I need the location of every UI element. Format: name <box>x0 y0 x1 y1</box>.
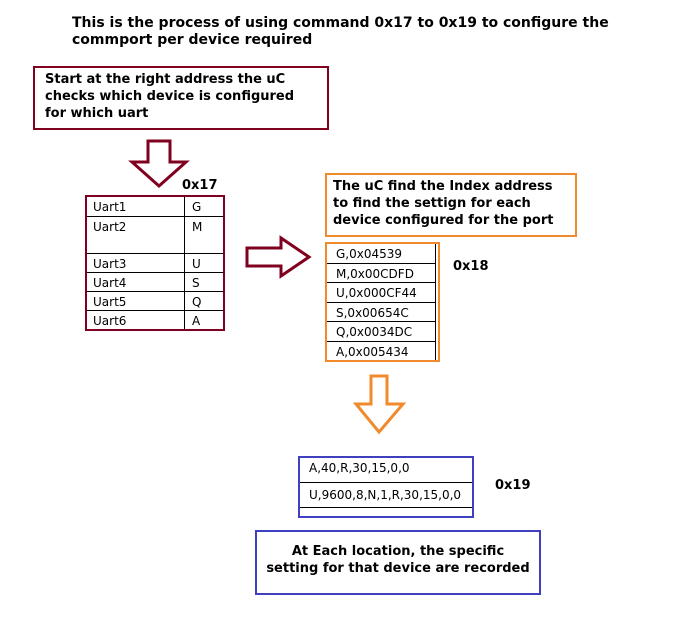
page-title: This is the process of using command 0x17 to 0x19 to configure the commport per device required <box>72 15 609 48</box>
device-code: U <box>192 257 201 271</box>
uart-name: Uart4 <box>93 276 127 290</box>
device-code: A <box>192 314 201 328</box>
index-entry: Q,0x0034DC <box>336 325 413 339</box>
column-divider <box>435 244 436 360</box>
start-step-box <box>33 66 329 130</box>
uart-name: Uart3 <box>93 257 127 271</box>
table-row <box>300 483 472 508</box>
table-row <box>327 342 435 360</box>
start-step-text: Start at the right address the uC checks which device is configured for which uart <box>45 72 295 121</box>
table-row <box>87 311 223 329</box>
table-row <box>327 244 435 264</box>
index-address-table <box>325 242 440 362</box>
uart-name: Uart5 <box>93 295 127 309</box>
index-entry: S,0x00654C <box>336 306 409 320</box>
device-code: M <box>192 220 203 234</box>
uart-device-table <box>85 195 225 331</box>
down-arrow-icon <box>355 374 411 436</box>
table-row <box>87 273 223 292</box>
right-arrow-icon <box>245 236 315 280</box>
settings-entry: A,40,R,30,15,0,0 <box>309 461 410 475</box>
device-settings-table <box>298 456 474 518</box>
settings-table-label: 0x19 <box>495 478 531 493</box>
table-row <box>87 217 223 254</box>
result-step-box <box>255 530 541 595</box>
index-entry: G,0x04539 <box>336 247 403 261</box>
device-code: Q <box>192 295 202 309</box>
result-step-text: At Each location, the specific setting for that device are recorded <box>266 544 530 576</box>
settings-entry: U,9600,8,N,1,R,30,15,0,0 <box>309 488 462 502</box>
device-code: S <box>192 276 200 290</box>
table-row <box>87 292 223 311</box>
uart-table-label: 0x17 <box>182 178 218 193</box>
index-step-text: The uC find the Index address to find the settign for each device configured for the port <box>333 179 554 228</box>
table-row <box>327 322 435 342</box>
index-entry: U,0x000CF44 <box>336 286 417 300</box>
table-row <box>327 264 435 283</box>
uart-name: Uart6 <box>93 314 127 328</box>
index-table-label: 0x18 <box>453 259 489 274</box>
uart-name: Uart1 <box>93 200 127 214</box>
table-row <box>327 303 435 322</box>
index-step-box <box>325 173 577 237</box>
table-row <box>87 254 223 273</box>
table-row <box>327 283 435 303</box>
device-code: G <box>192 200 202 214</box>
uart-name: Uart2 <box>93 220 127 234</box>
index-entry: M,0x00CDFD <box>336 267 414 281</box>
table-row <box>300 458 472 483</box>
table-row <box>87 197 223 217</box>
index-entry: A,0x005434 <box>336 345 409 359</box>
